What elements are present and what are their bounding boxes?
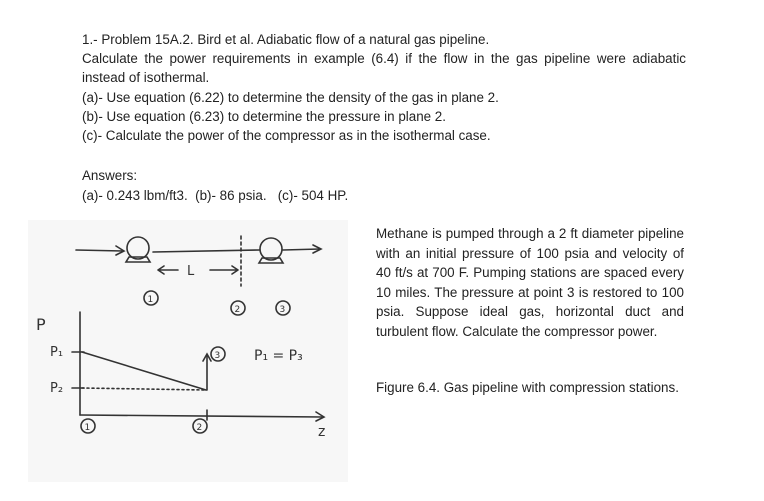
problem-part-b: (b)- Use equation (6.23) to determine the pressure in plane 2. (82, 108, 446, 124)
answers-block (82, 166, 348, 205)
pressure-axis-label: P (36, 315, 46, 334)
pipeline-sketch (28, 220, 348, 482)
point-3-graph-label: 3 (214, 351, 221, 361)
answers-heading: Answers: (82, 168, 138, 183)
point-1-label: 1 (147, 295, 154, 305)
problem-part-c: (c)- Calculate the power of the compressor as in the isothermal case. (82, 128, 491, 144)
figure-caption: Figure 6.4. Gas pipeline with compression stations. (376, 380, 679, 395)
point-2-label: 2 (234, 305, 241, 315)
point-1-bottom-label: 1 (84, 423, 91, 433)
problem-description: Calculate the power requirements in example (6.4) if the flow in the gas pipeline were adiabatic instead of isothermal. (82, 51, 686, 86)
p1-label: P₁ (50, 345, 64, 360)
pressure-equality-label: P₁ = P₃ (254, 348, 303, 364)
pipe-outlet-line (283, 249, 320, 250)
example-text: Methane is pumped through a 2 ft diameter pipeline with an initial pressure of 100 psia and velocity of 40 ft/s at 700 F. Pumping stations are spaced every 10 miles. The pressure at point 3 is restored to 100 psia. Suppose ideal gas, horizontal duct and turbulent flow. Calculate the compressor power. (376, 226, 684, 339)
problem-title: 1.- Problem 15A.2. Bird et al. Adiabatic flow of a natural gas pipeline. (82, 32, 490, 47)
point-2-bottom-label: 2 (196, 423, 203, 433)
distance-axis-label: z (318, 424, 326, 440)
example-description (376, 224, 684, 342)
problem-part-a: (a)- Use equation (6.22) to determine the density of the gas in plane 2. (82, 89, 499, 105)
point-3-label: 3 (279, 305, 286, 315)
length-label: L (187, 264, 195, 279)
pipe-inlet-line (76, 250, 123, 251)
p2-label: P₂ (50, 381, 64, 396)
answers-values: (a)- 0.243 lbm/ft3. (b)- 86 psia. (c)- 504 HP. (82, 187, 349, 203)
problem-statement (82, 30, 686, 145)
